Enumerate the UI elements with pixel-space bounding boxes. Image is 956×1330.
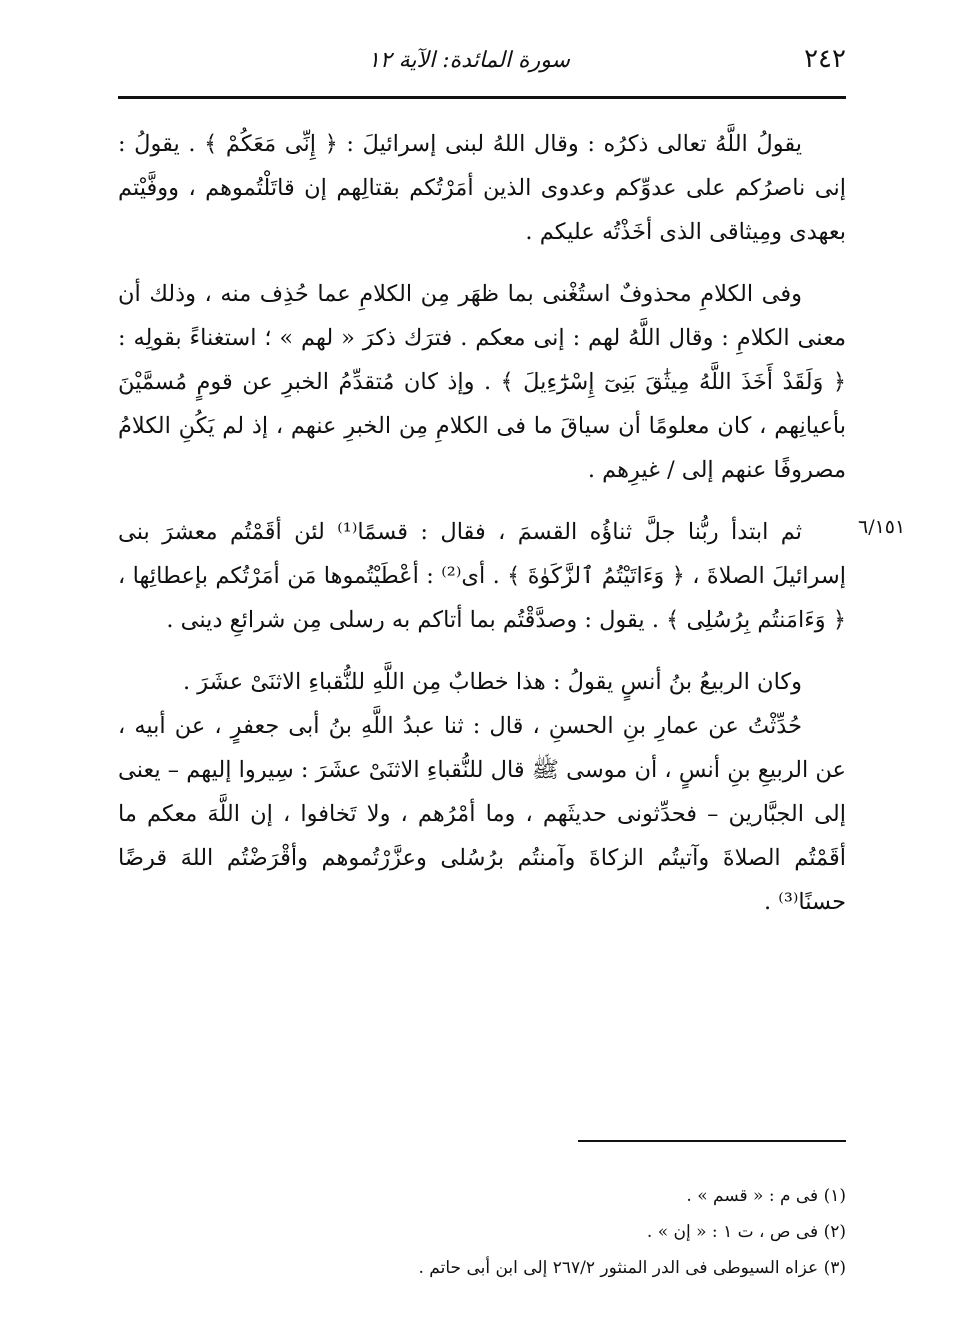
paragraph-4: وكان الربيعُ بنُ أنسٍ يقولُ : هذا خطابٌ مِن اللَّهِ للنُّقباءِ الاثنَىْ عشَرَ .	[182, 669, 802, 695]
main-text	[118, 122, 846, 924]
running-head: سورة المائدة: الآية ١٢	[368, 48, 570, 73]
paragraph-2: وفى الكلامِ محذوفٌ استُغْنى بما ظهَر مِن الكلامِ عما حُذِف منه ، وذلك أن معنى الكلامِ : وقال اللَّهُ لهم : إنى معكم . فترَك ذكرَ « لهم » ؛ استغناءً بقولِه : ﴿ وَلَقَدْ أَخَذَ اللَّهُ مِيثَٰقَ بَنِىٓ إِسْرَٰٓءِيلَ ﴾ . وإذ كان مُتقدِّمُ الخبرِ عن قومٍ مُسمَّيْنَ بأعيانِهم ، كان معلومًا أن سياقَ ما فى الكلامِ مِن الخبرِ عنهم ، إذ لم يَكُنِ الكلامُ مصروفًا عنهم إلى / غيرِهم .	[118, 281, 846, 483]
footnote-divider	[578, 1140, 846, 1142]
paragraph-3: ثم ابتدأ ربُّنا جلَّ ثناؤُه القسمَ ، فقال : قسمًا⁽¹⁾ لئن أقَمْتُم معشرَ بنى إسرائيلَ الصلاةَ ، ﴿ وَءَاتَيْتُمُ ٱلزَّكَوٰةَ ﴾ . أى⁽²⁾ : أعْطَيْتُموها مَن أمَرْتُكم بإعطائِها ، ﴿ وَءَامَنتُم بِرُسُلِى ﴾ . يقول : وصدَّقْتُم بما أتاكم به رسلى مِن شرائعِ دينى .	[118, 519, 847, 633]
footnote-3: (٣) عزاه السيوطى فى الدر المنثور ٢٦٧/٢ إلى ابن أبى حاتم .	[418, 1258, 846, 1278]
paragraph-1: يقولُ اللَّهُ تعالى ذكرُه : وقال اللهُ لبنى إسرائيلَ : ﴿ إِنِّى مَعَكُمْ ﴾ . يقولُ : إنى ناصرُكم على عدوِّكم وعدوى الذين أمَرْتُكم بقتالِهم إن قاتَلْتُموهم ، ووفَّيْتم بعهدى ومِيثاقى الذى أخَذْتُه عليكم .	[118, 131, 846, 245]
page-number: ٢٤٢	[804, 44, 846, 74]
page-header	[118, 40, 846, 99]
footnote-1: (١) فى م : « قسم » .	[686, 1186, 846, 1206]
paragraph-5: حُدِّثْتُ عن عمارِ بنِ الحسنِ ، قال : ثنا عبدُ اللَّهِ بنُ أبى جعفرٍ ، عن أبيه ، عن الربيعِ بنِ أنسٍ ، أن موسى ﷺ قال للنُّقباءِ الاثنَىْ عشَرَ : سِيروا إليهم – يعنى إلى الجبَّارين – فحدِّثونى حديثَهم ، وما أمْرُهم ، ولا تَخافوا ، إن اللَّهَ معكم ما أقَمْتُم الصلاةَ وآتيتُم الزكاةَ وآمنتُم برُسُلى وعزَّرْتُموهم وأقْرَضْتُم اللهَ قرضًا حسنًا⁽³⁾ .	[118, 713, 846, 915]
footnote-2: (٢) فى ص ، ت ١ : « إن » .	[646, 1222, 846, 1242]
footnotes	[300, 1178, 846, 1286]
margin-reference: ٦/١٥١	[858, 516, 906, 538]
